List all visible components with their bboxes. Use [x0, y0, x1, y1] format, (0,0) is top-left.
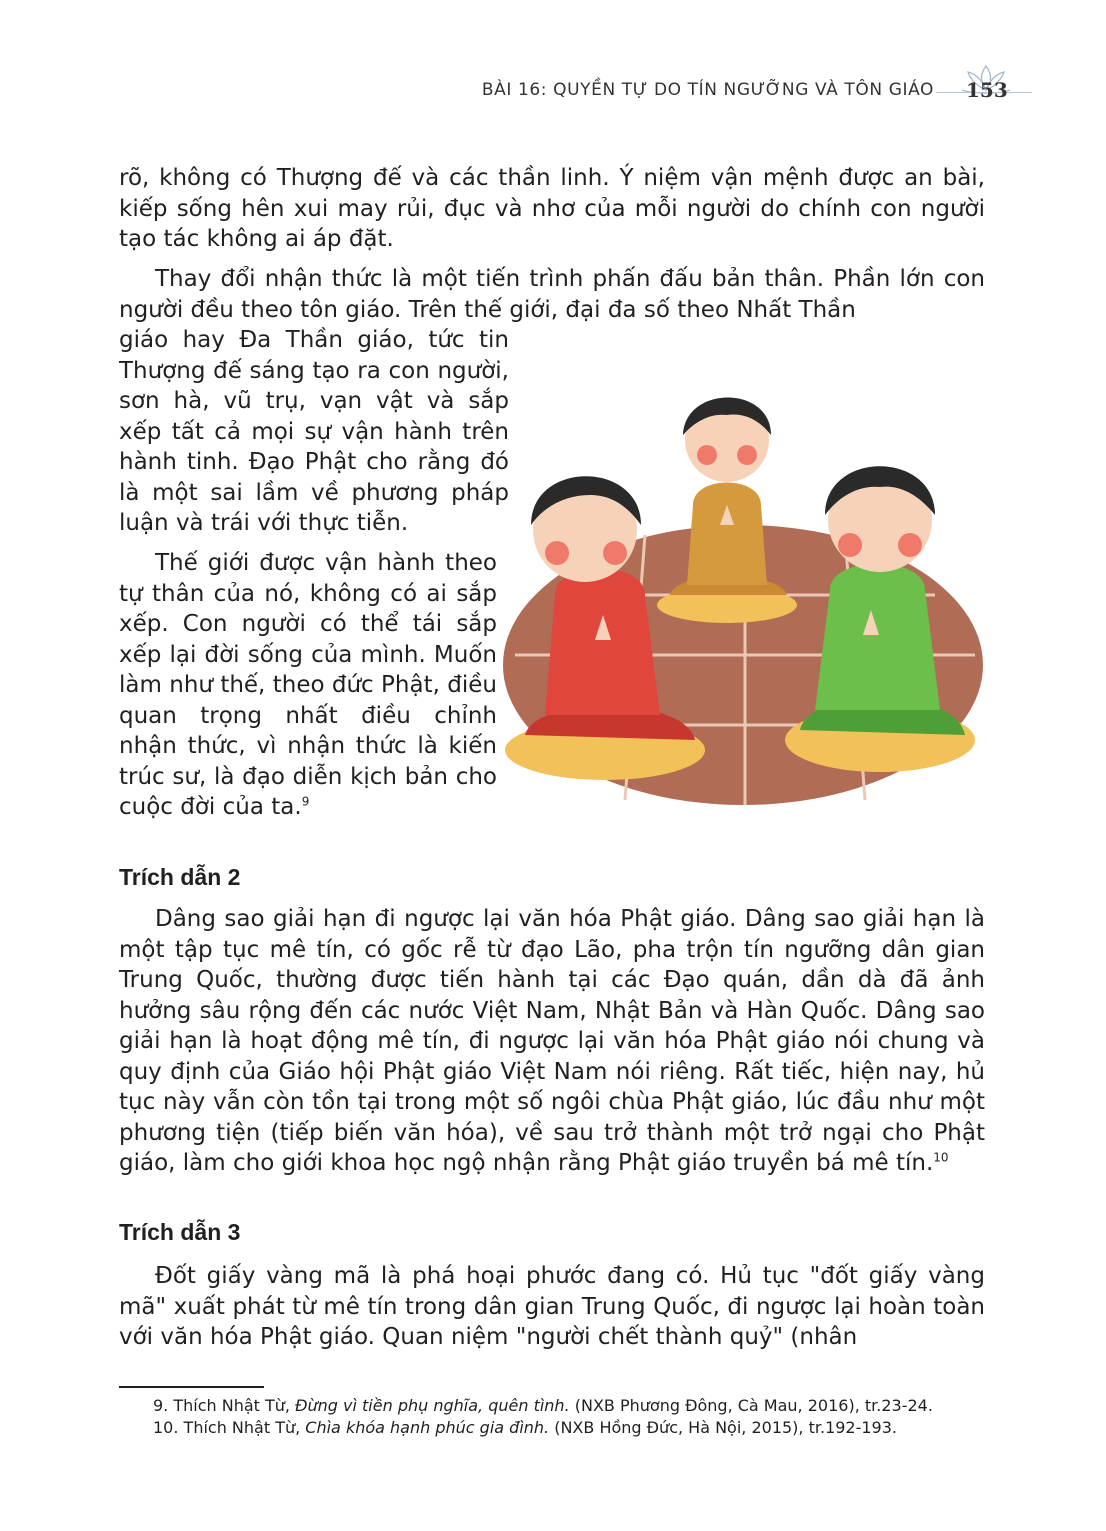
footnote-author: Thích Nhật Từ, [183, 1418, 301, 1437]
section-heading: Trích dẫn 2 [119, 864, 241, 890]
paragraph-text: Dâng sao giải hạn đi ngược lại văn hóa Phật giáo. Dâng sao giải hạn là một tập tục mê tín, có gốc rễ từ đạo Lão, pha trộn tín ngưỡng dân gian Trung Quốc, thường được tiến hành tại các Đạo quán, dần dà đã ảnh hưởng sâu rộng đến các nước Việt Nam, Nhật Bản và Hàn Quốc. Dâng sao giải hạn là hoạt động mê tín, đi ngược lại văn hóa Phật giáo nói chung và quy định của Giáo hội Phật giáo Việt Nam nói riêng. Rất tiếc, hiện nay, hủ tục này vẫn còn tồn tại trong một số ngôi chùa Phật giáo, lúc đầu như một phương tiện (tiếp biến văn hóa), về sau trở thành một trở ngại cho Phật giáo, làm cho giới khoa học ngộ nhận rằng Phật giáo truyền bá mê tín. [119, 906, 985, 1176]
footnote-ref: 10 [933, 1150, 949, 1165]
paragraph: giáo hay Đa Thần giáo, tức tin Thượng đế sáng tạo ra con người, sơn hà, vũ trụ, vạn vật và sắp xếp tất cả mọi sự vận hành trên hành tinh. Đạo Phật cho rằng đó là một sai lầm về phương pháp luận và trái với thực tiễn. [119, 327, 509, 536]
paragraph: rõ, không có Thượng đế và các thần linh. Ý niệm vận mệnh được an bài, kiếp sống hên xui may rủi, đục và nhơ của mỗi người do chính con người tạo tác không ai áp đặt. [119, 165, 985, 252]
footnote-title: Chìa khóa hạnh phúc gia đình. [305, 1418, 550, 1437]
page-number: 153 [966, 78, 1008, 102]
footnote [153, 1395, 933, 1417]
paragraph: Thay đổi nhận thức là một tiến trình phấn đấu bản thân. Phần lớn con người đều theo tôn giáo. Trên thế giới, đại đa số theo Nhất Thần [119, 266, 985, 323]
footnote-title: Đừng vì tiền phụ nghĩa, quên tình. [295, 1396, 570, 1415]
footnote-source: (NXB Phương Đông, Cà Mau, 2016), tr.23-24. [574, 1396, 933, 1415]
footnote-number: 10. [153, 1418, 179, 1437]
paragraph: Đốt giấy vàng mã là phá hoại phước đang có. Hủ tục "đốt giấy vàng mã" xuất phát từ mê tín trong dân gian Trung Quốc, đi ngược lại hoàn toàn với văn hóa Phật giáo. Quan niệm "người chết thành quỷ" (nhân [119, 1263, 985, 1350]
section-heading: Trích dẫn 3 [119, 1219, 241, 1245]
paragraph [119, 548, 497, 823]
center-boy [657, 398, 797, 624]
paragraph [119, 904, 985, 1179]
paragraph-text: Thế giới được vận hành theo tự thân của nó, không có ai sắp xếp. Con người có thể tái sắp xếp lại đời sống của mình. Muốn làm như thế, theo đức Phật, điều quan trọng nhất điều chỉnh nhận thức, vì nhận thức là kiến trúc sư, là đạo diễn kịch bản cho cuộc đời của ta. [119, 550, 497, 820]
footnote [153, 1417, 897, 1439]
meditating-children-illustration [495, 355, 990, 815]
footnote-source: (NXB Hồng Đức, Hà Nội, 2015), tr.192-193. [554, 1418, 897, 1437]
footnote-number: 9. [153, 1396, 169, 1415]
running-header [0, 62, 1106, 112]
footnote-author: Thích Nhật Từ, [173, 1396, 291, 1415]
footnote-rule [119, 1386, 264, 1388]
footnote-ref: 9 [301, 794, 310, 809]
chapter-title: BÀI 16: QUYỀN TỰ DO TÍN NGƯỠNG VÀ TÔN GIÁO [481, 80, 934, 100]
